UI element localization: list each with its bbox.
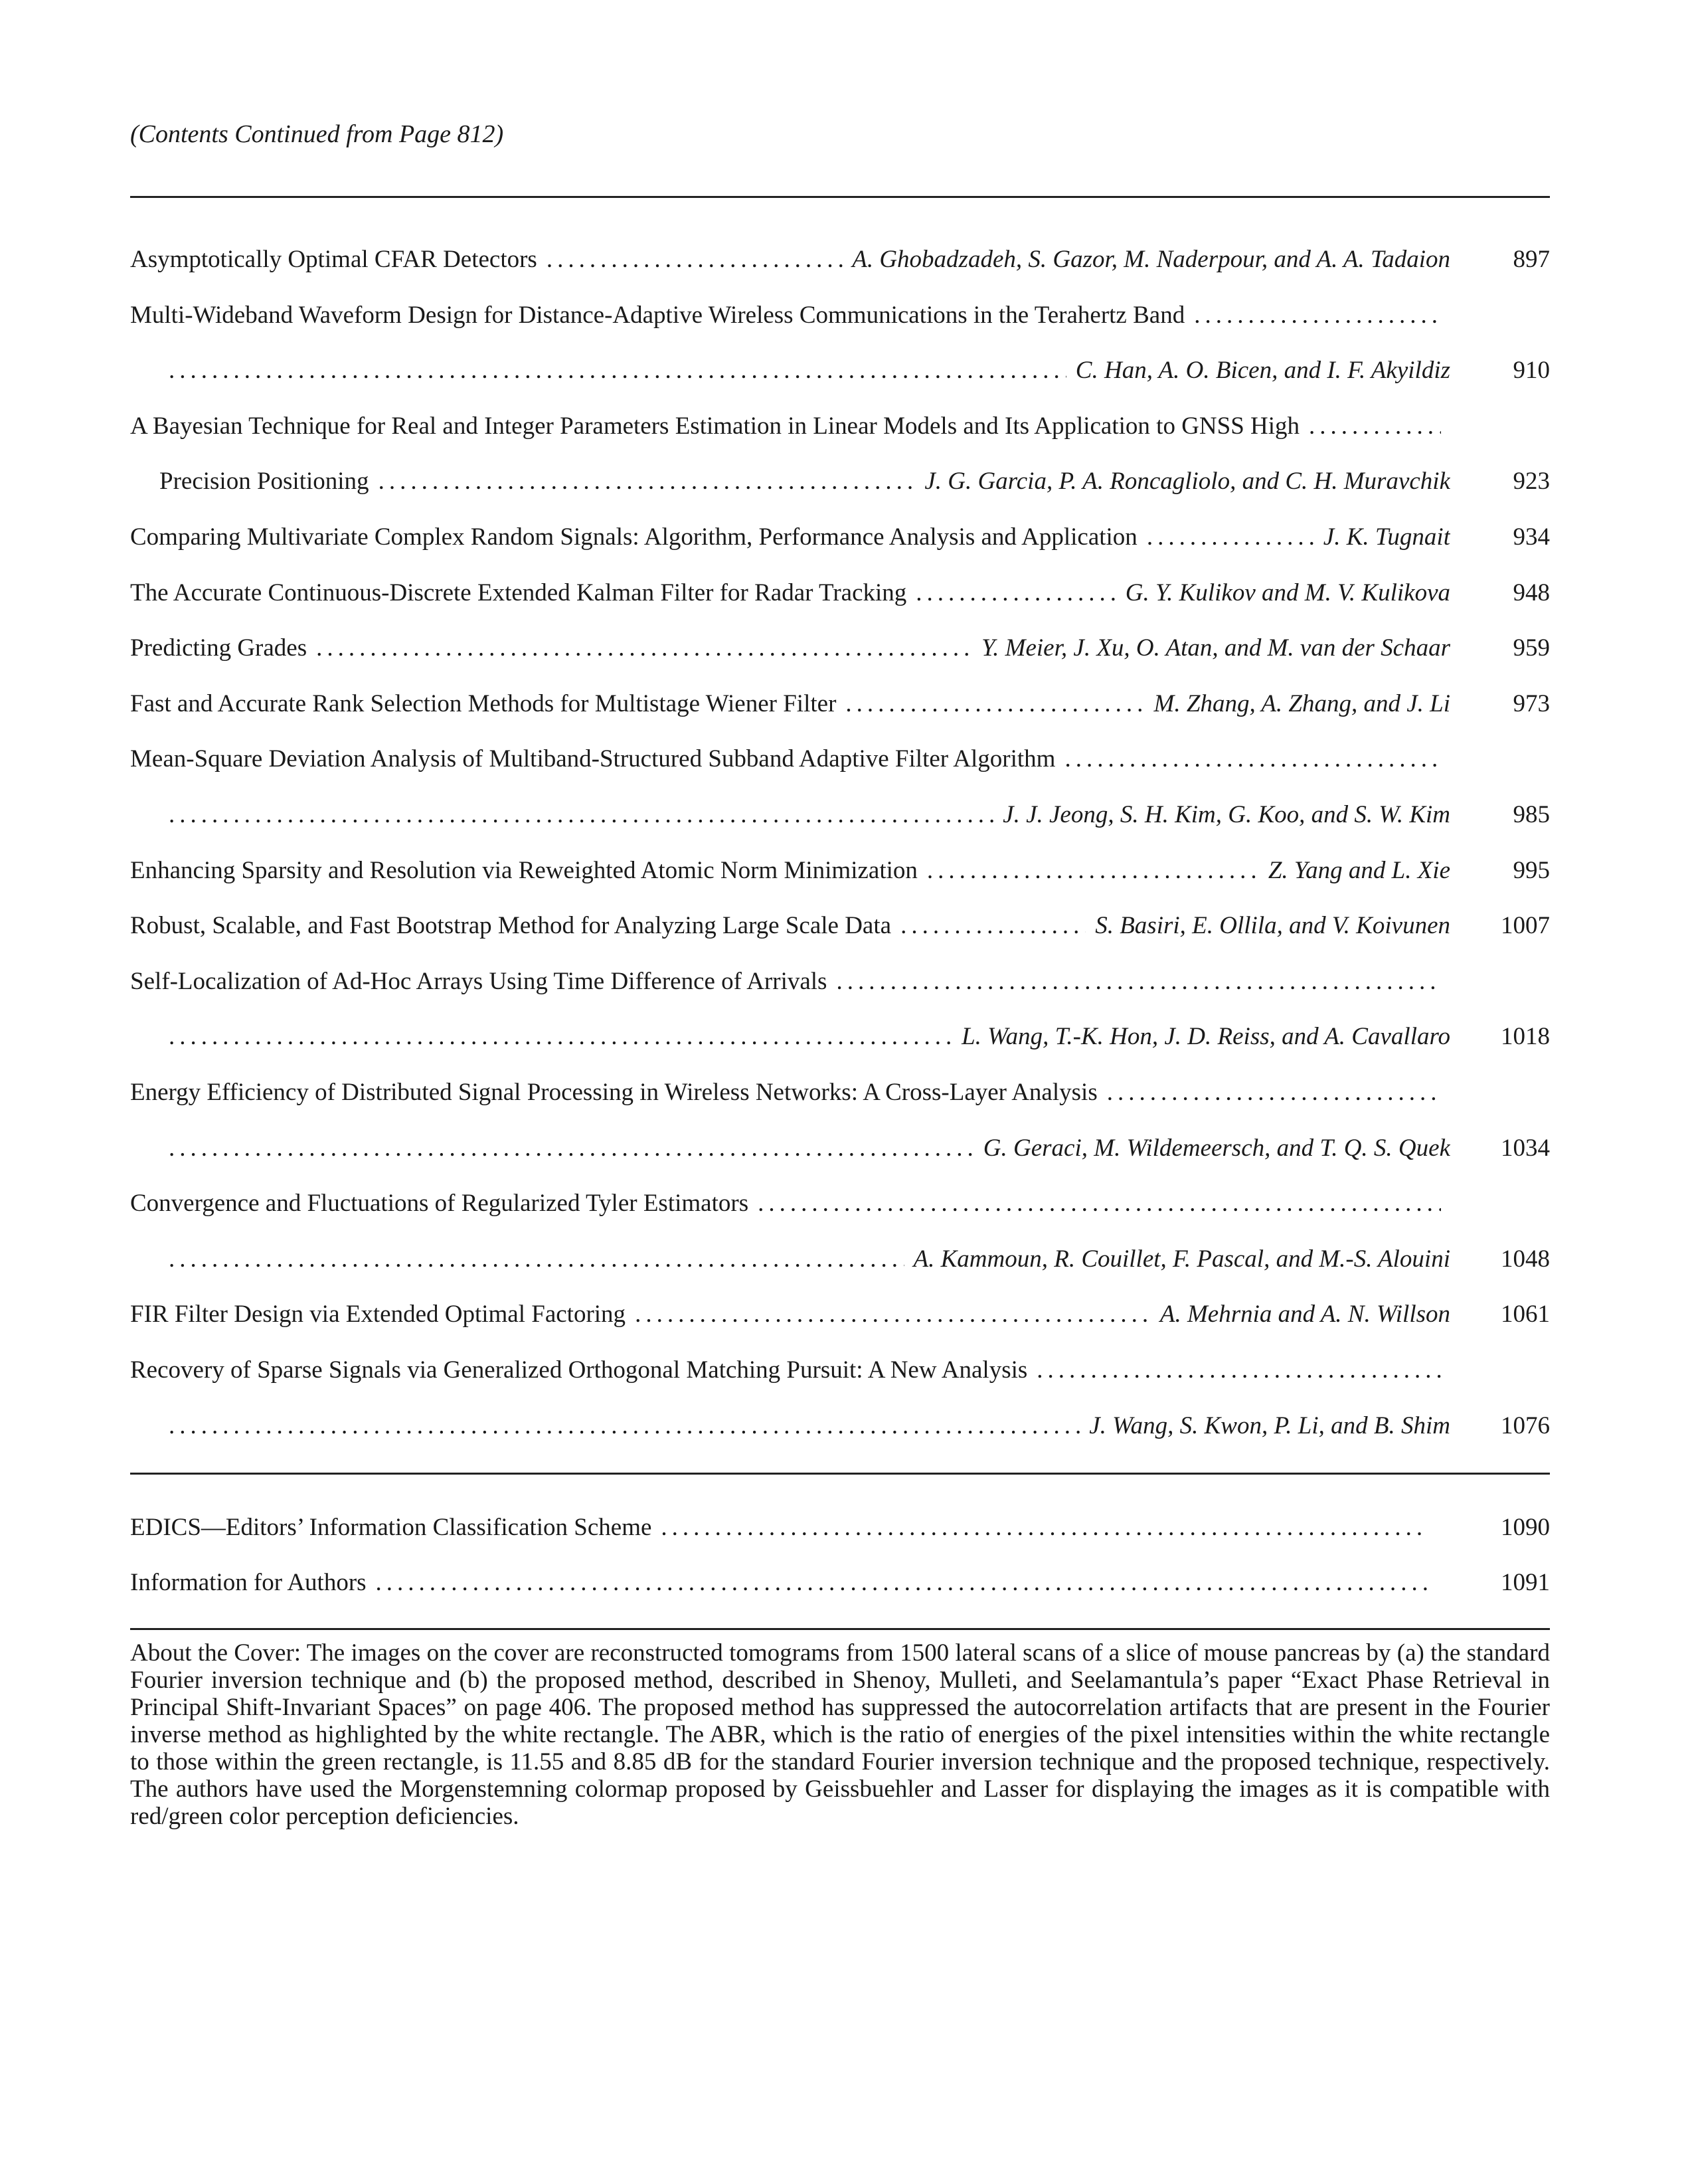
toc-entry-line [130, 297, 1550, 334]
toc-entry-authors: A. Ghobadzadeh, S. Gazor, M. Naderpour, and A. A. Tadaion [852, 246, 1450, 273]
toc-entry-page: 1018 [1501, 1023, 1550, 1050]
toc-entry-page: 1048 [1501, 1245, 1550, 1273]
toc-entry-line [130, 463, 1550, 500]
extras-entry-main [130, 1509, 1437, 1546]
toc-entry-line [130, 741, 1550, 778]
dot-leader [1107, 1074, 1441, 1111]
dot-leader [316, 630, 972, 667]
toc-entry-authors: A. Mehrnia and A. N. Willson [1159, 1301, 1450, 1328]
top-rule [130, 196, 1550, 198]
toc-entry-title: FIR Filter Design via Extended Optimal Factoring [130, 1301, 626, 1328]
toc-entry-page: 923 [1513, 468, 1550, 495]
toc-entry-page: 1061 [1501, 1301, 1550, 1328]
toc-entry-main [130, 741, 1450, 778]
toc-entry-line [130, 519, 1550, 556]
toc-entry-main [130, 1074, 1450, 1111]
dot-leader [916, 575, 1116, 612]
extras-entry-line [130, 1509, 1550, 1546]
toc-entry-main [159, 1241, 1450, 1278]
dot-leader [1309, 408, 1441, 445]
toc-entry-line [130, 630, 1550, 667]
toc-entry-main [130, 852, 1450, 889]
dot-leader [836, 963, 1441, 1000]
toc-entry-line [130, 1241, 1550, 1278]
toc-entry-line [130, 241, 1550, 278]
toc-entry-line [130, 575, 1550, 612]
toc-entry-title: The Accurate Continuous-Discrete Extended Kalman Filter for Radar Tracking [130, 579, 907, 606]
toc-entry-authors: Z. Yang and L. Xie [1268, 857, 1450, 884]
dot-leader [169, 1241, 904, 1278]
toc-entry-line [130, 1185, 1550, 1222]
toc-entry-authors: J. K. Tugnait [1323, 523, 1450, 551]
toc-entry-title: Fast and Accurate Rank Selection Methods for Multistage Wiener Filter [130, 690, 837, 717]
toc-entry-title: Mean-Square Deviation Analysis of Multiband-Structured Subband Adaptive Filter Algorithm [130, 745, 1056, 773]
toc-entry-title: Enhancing Sparsity and Resolution via Reweighted Atomic Norm Minimization [130, 857, 918, 884]
toc-entry-authors: S. Basiri, E. Ollila, and V. Koivunen [1095, 912, 1450, 939]
dot-leader [169, 1018, 952, 1055]
toc-entry-main [130, 1296, 1450, 1333]
dot-leader [1147, 519, 1314, 556]
toc-entry-authors: Y. Meier, J. Xu, O. Atan, and M. van der Schaar [981, 634, 1450, 662]
toc-entry-main [130, 297, 1450, 334]
dot-leader [635, 1296, 1151, 1333]
dot-leader [1064, 741, 1441, 778]
dot-leader [661, 1509, 1428, 1546]
toc-entry-title: Predicting Grades [130, 634, 307, 662]
toc-entry-line [130, 796, 1550, 834]
toc-entry-page: 995 [1513, 857, 1550, 884]
toc-entry-line [130, 1018, 1550, 1055]
toc-entry-authors: J. J. Jeong, S. H. Kim, G. Koo, and S. W. Kim [1003, 801, 1450, 828]
middle-rule [130, 1473, 1550, 1475]
dot-leader [758, 1185, 1441, 1222]
dot-leader [169, 1408, 1080, 1445]
dot-leader [169, 352, 1066, 389]
toc-entry-page: 1007 [1501, 912, 1550, 939]
toc-entry-main [130, 575, 1450, 612]
toc-entry-page: 959 [1513, 634, 1550, 662]
toc-entry-page: 897 [1513, 246, 1550, 273]
dot-leader [900, 907, 1086, 945]
toc-entry-title: Asymptotically Optimal CFAR Detectors [130, 246, 537, 273]
toc-entry-title: Robust, Scalable, and Fast Bootstrap Method for Analyzing Large Scale Data [130, 912, 892, 939]
toc-entry-authors: L. Wang, T.-K. Hon, J. D. Reiss, and A. Cavallaro [962, 1023, 1450, 1050]
toc-entry-line [130, 1408, 1550, 1445]
extras-entry-page: 1090 [1501, 1514, 1550, 1541]
toc-entry-authors: G. Y. Kulikov and M. V. Kulikova [1125, 579, 1450, 606]
toc-entry-line [130, 1352, 1550, 1389]
toc-entry-page: 948 [1513, 579, 1550, 606]
toc-entry-page: 910 [1513, 357, 1550, 384]
toc-entry-page: 934 [1513, 523, 1550, 551]
toc-entry-authors: J. G. Garcia, P. A. Roncagliolo, and C. H. Muravchik [924, 468, 1450, 495]
toc-entry-main [159, 1018, 1450, 1055]
toc-entry-main [159, 1408, 1450, 1445]
toc-entry-main [130, 963, 1450, 1000]
toc-entry-main [159, 352, 1450, 389]
toc-entry-authors: G. Geraci, M. Wildemeersch, and T. Q. S. Quek [983, 1135, 1450, 1162]
toc-entry-line [130, 907, 1550, 945]
toc-entry-title: Multi-Wideband Waveform Design for Distance-Adaptive Wireless Communications in the Terahertz Band [130, 302, 1185, 329]
toc-entry-line [130, 852, 1550, 889]
toc-entry-authors: C. Han, A. O. Bicen, and I. F. Akyildiz [1075, 357, 1450, 384]
toc-entry-line [130, 1074, 1550, 1111]
toc-entry-main [130, 1352, 1450, 1389]
toc-entry-line [130, 352, 1550, 389]
toc-entry-main [159, 463, 1450, 500]
toc-entry-main [130, 1185, 1450, 1222]
bottom-rule [130, 1628, 1550, 1630]
toc-entry-line [130, 685, 1550, 723]
toc-entry-title: Convergence and Fluctuations of Regularized Tyler Estimators [130, 1190, 749, 1217]
toc-entry-title: Precision Positioning [159, 468, 369, 495]
toc-entry-title: Energy Efficiency of Distributed Signal Processing in Wireless Networks: A Cross-Layer Analysis [130, 1079, 1098, 1106]
toc-entry-line [130, 1130, 1550, 1167]
dot-leader [376, 1564, 1428, 1601]
dot-leader [547, 241, 843, 278]
toc-entry-line [130, 1296, 1550, 1333]
toc-entry-main [130, 408, 1450, 445]
toc-entry-line [130, 408, 1550, 445]
toc-entry-line [130, 963, 1550, 1000]
toc-entry-page: 1076 [1501, 1412, 1550, 1439]
toc-entry-authors: J. Wang, S. Kwon, P. Li, and B. Shim [1089, 1412, 1450, 1439]
dot-leader [927, 852, 1259, 889]
extras-entry-title: Information for Authors [130, 1569, 367, 1596]
dot-leader [1037, 1352, 1441, 1389]
toc-entry-authors: M. Zhang, A. Zhang, and J. Li [1153, 690, 1450, 717]
toc-entry-main [130, 519, 1450, 556]
toc-entry-title: Self-Localization of Ad-Hoc Arrays Using Time Difference of Arrivals [130, 968, 827, 995]
dot-leader [169, 1130, 974, 1167]
extras-entry-title: EDICS—Editors’ Information Classification Scheme [130, 1514, 652, 1541]
dot-leader [379, 463, 916, 500]
extras-entry-page: 1091 [1501, 1569, 1550, 1596]
toc-entry-main [159, 796, 1450, 834]
about-the-cover: About the Cover: The images on the cover are reconstructed tomograms from 1500 lateral scans of a slice of mouse pancreas by (a) the standard Fourier inversion technique and (b) the proposed method, described in Shenoy, Mulleti, and Seelamantula’s paper “Exact Phase Retrieval in Principal Shift-Invariant Spaces” on page 406. The proposed method has suppressed the autocorrelation artifacts that are present in the Fourier inverse method as highlighted by the white rectangle. The ABR, which is the ratio of energies of the pixel intensities within the white rectangle to those within the green rectangle, is 11.55 and 8.85 dB for the standard Fourier inversion technique and the proposed technique, respectively. The authors have used the Morgenstemning colormap proposed by Geissbuehler and Lasser for displaying the images as it is compatible with red/green color perception deficiencies. [130, 1639, 1550, 1830]
toc-entry-main [130, 630, 1450, 667]
toc-entry-page: 1034 [1501, 1135, 1550, 1162]
toc-entry-title: Comparing Multivariate Complex Random Signals: Algorithm, Performance Analysis and Application [130, 523, 1138, 551]
extras-entry-line [130, 1564, 1550, 1601]
contents-continued-header: (Contents Continued from Page 812) [130, 120, 504, 148]
toc-entry-main [130, 907, 1450, 945]
dot-leader [1194, 297, 1441, 334]
toc-entry-main [130, 241, 1450, 278]
extras-entry-main [130, 1564, 1437, 1601]
toc-entry-page: 973 [1513, 690, 1550, 717]
toc-entry-title: A Bayesian Technique for Real and Integer Parameters Estimation in Linear Models and Its Application to GNSS High [130, 412, 1300, 440]
toc-entry-page: 985 [1513, 801, 1550, 828]
toc-entry-title: Recovery of Sparse Signals via Generalized Orthogonal Matching Pursuit: A New Analysis [130, 1356, 1028, 1384]
dot-leader [845, 685, 1144, 723]
toc-entry-main [159, 1130, 1450, 1167]
dot-leader [169, 796, 993, 834]
toc-entry-main [130, 685, 1450, 723]
toc-entry-authors: A. Kammoun, R. Couillet, F. Pascal, and M.-S. Alouini [913, 1245, 1450, 1273]
